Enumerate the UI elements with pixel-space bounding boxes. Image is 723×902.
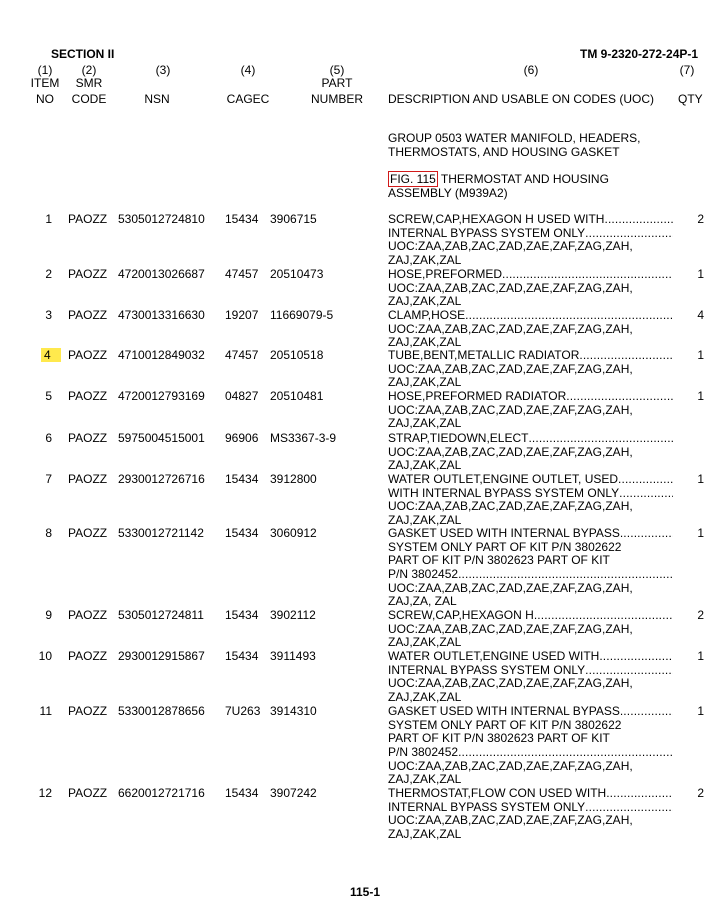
smr-code: PAOZZ	[68, 308, 108, 322]
part-number: 20510518	[270, 348, 324, 362]
page-number: 115-1	[350, 885, 381, 899]
cagec: 19207	[225, 308, 259, 322]
description-text: UOC:ZAA,ZAB,ZAC,ZAD,ZAE,ZAF,ZAG,ZAH,	[388, 622, 633, 636]
description	[388, 349, 673, 390]
part-number: 20510481	[270, 389, 324, 403]
description-line	[388, 705, 673, 719]
leader-dots	[579, 349, 673, 363]
description-line	[388, 582, 673, 596]
col7-label: QTY	[678, 92, 703, 106]
description-text: SYSTEM ONLY PART OF KIT P/N 3802622	[388, 540, 622, 554]
description	[388, 527, 673, 609]
part-number: 3911493	[270, 649, 316, 663]
cagec: 96906	[225, 431, 259, 445]
description-text: STRAP,TIEDOWN,ELECT	[388, 432, 529, 445]
part-number: 3902112	[270, 608, 316, 622]
quantity: 1	[697, 348, 704, 362]
description	[388, 609, 673, 650]
quantity: 1	[697, 649, 704, 663]
col6-number: (6)	[523, 63, 539, 77]
description-text: UOC:ZAA,ZAB,ZAC,ZAD,ZAE,ZAF,ZAG,ZAH,	[388, 322, 633, 336]
description-text: P/N 3802452	[388, 746, 459, 760]
description-line	[388, 404, 673, 418]
col4-number: (4)	[240, 63, 256, 77]
nsn: 6620012721716	[118, 786, 205, 800]
leader-dots	[458, 568, 673, 582]
leader-dots	[566, 390, 673, 404]
description-line	[388, 417, 673, 431]
description-line	[388, 514, 673, 528]
description-text: SCREW,CAP,HEXAGON H	[388, 609, 534, 622]
cagec: 15434	[225, 212, 259, 226]
cagec: 15434	[225, 526, 259, 540]
description-line	[388, 623, 673, 637]
description	[388, 473, 673, 528]
leader-dots	[585, 664, 673, 678]
nsn: 5305012724810	[118, 212, 205, 226]
description-text: GASKET USED WITH INTERNAL BYPASS	[388, 527, 620, 540]
figure-title: THERMOSTAT AND HOUSING	[437, 172, 609, 186]
description-line	[388, 787, 673, 801]
description-text: UOC:ZAA,ZAB,ZAC,ZAD,ZAE,ZAF,ZAG,ZAH,	[388, 240, 633, 254]
description	[388, 650, 673, 705]
description-line	[388, 677, 673, 691]
col5-number: (5)	[329, 63, 345, 77]
leader-dots	[458, 746, 673, 760]
description-text: PART OF KIT P/N 3802623 PART OF KIT	[388, 554, 610, 568]
description-text: UOC:ZAA,ZAB,ZAC,ZAD,ZAE,ZAF,ZAG,ZAH,	[388, 581, 633, 595]
description-line	[388, 473, 673, 487]
col5-label: PART	[321, 76, 353, 90]
description-text: WITH INTERNAL BYPASS SYSTEM ONLY	[388, 486, 620, 500]
smr-code: PAOZZ	[68, 348, 108, 362]
description-line	[388, 746, 673, 760]
group-title-line1: GROUP 0503 WATER MANIFOLD, HEADERS,	[388, 131, 641, 145]
description-line	[388, 801, 673, 815]
description-line	[388, 376, 673, 390]
description	[388, 787, 673, 842]
description-text: UOC:ZAA,ZAB,ZAC,ZAD,ZAE,ZAF,ZAG,ZAH,	[388, 403, 633, 417]
leader-dots	[465, 309, 673, 323]
nsn: 5330012878656	[118, 704, 205, 718]
description-text: ZAJ,ZAK,ZAL	[388, 773, 462, 787]
part-number: 3912800	[270, 472, 317, 486]
description-line	[388, 760, 673, 774]
quantity: 1	[697, 389, 704, 403]
smr-code: PAOZZ	[68, 212, 108, 226]
description-text: UOC:ZAA,ZAB,ZAC,ZAD,ZAE,ZAF,ZAG,ZAH,	[388, 759, 633, 773]
description	[388, 432, 673, 473]
leader-dots	[528, 432, 673, 446]
cagec: 15434	[225, 649, 259, 663]
part-number: 3914310	[270, 704, 317, 718]
description-line	[388, 609, 673, 623]
description-line	[388, 336, 673, 350]
description-text: ZAJ,ZAK,ZAL	[388, 417, 462, 431]
description-line	[388, 664, 673, 678]
col1-label: ITEM	[30, 76, 60, 90]
description-text: UOC:ZAA,ZAB,ZAC,ZAD,ZAE,ZAF,ZAG,ZAH,	[388, 281, 633, 295]
leader-dots	[619, 487, 673, 501]
leader-dots	[620, 527, 673, 541]
col1-number: (1)	[37, 63, 53, 77]
nsn: 2930012915867	[118, 649, 205, 663]
description-line	[388, 227, 673, 241]
nsn: 4720013026687	[118, 267, 205, 281]
part-number: 3907242	[270, 786, 317, 800]
description-line	[388, 390, 673, 404]
part-number: 11669079-5	[270, 308, 334, 322]
description-line	[388, 295, 673, 309]
group-title-line2: THERMOSTATS, AND HOUSING GASKET	[388, 145, 620, 159]
cagec: 15434	[225, 786, 259, 800]
nsn: 5975004515001	[118, 431, 205, 445]
description-text: INTERNAL BYPASS SYSTEM ONLY	[388, 800, 586, 814]
nsn: 4710012849032	[118, 348, 205, 362]
smr-code: PAOZZ	[68, 526, 108, 540]
description-text: ZAJ,ZAK,ZAL	[388, 336, 462, 350]
nsn: 2930012726716	[118, 472, 205, 486]
description-line	[388, 719, 673, 733]
description-line	[388, 636, 673, 650]
smr-code: PAOZZ	[68, 389, 108, 403]
description-text: PART OF KIT P/N 3802623 PART OF KIT	[388, 732, 610, 746]
figure-link[interactable]: FIG. 115	[390, 172, 436, 186]
cagec: 7U263	[225, 704, 261, 718]
description-text: ZAJ,ZA, ZAL	[388, 595, 457, 609]
description-text: UOC:ZAA,ZAB,ZAC,ZAD,ZAE,ZAF,ZAG,ZAH,	[388, 445, 633, 459]
description-line	[388, 240, 673, 254]
nsn: 4720012793169	[118, 389, 205, 403]
description-text: HOSE,PREFORMED	[388, 268, 503, 281]
leader-dots	[585, 227, 673, 241]
description-text: WATER OUTLET,ENGINE OUTLET, USED	[388, 473, 619, 486]
description	[388, 705, 673, 787]
leader-dots	[604, 213, 673, 227]
description-line	[388, 650, 673, 664]
description-text: ZAJ,ZAK,ZAL	[388, 376, 462, 390]
col1-label2: NO	[36, 92, 54, 106]
cagec: 04827	[225, 389, 259, 403]
description-line	[388, 487, 673, 501]
description-line	[388, 541, 673, 555]
item-number: 7	[45, 472, 52, 486]
quantity: 2	[697, 212, 704, 226]
part-number: MS3367-3-9	[270, 431, 337, 445]
part-number: 20510473	[270, 267, 324, 281]
smr-code: PAOZZ	[68, 431, 108, 445]
item-number: 2	[45, 267, 52, 281]
quantity: 1	[697, 704, 704, 718]
description-text: ZAJ,ZAK,ZAL	[388, 295, 462, 309]
description-text: ZAJ,ZAK,ZAL	[388, 254, 462, 268]
description	[388, 390, 673, 431]
description-text: UOC:ZAA,ZAB,ZAC,ZAD,ZAE,ZAF,ZAG,ZAH,	[388, 677, 633, 691]
description-line	[388, 282, 673, 296]
description	[388, 309, 673, 350]
smr-code: PAOZZ	[68, 267, 108, 281]
col5-label2: NUMBER	[310, 92, 363, 106]
col2-label: SMR	[75, 76, 103, 90]
description-text: ZAJ,ZAK,ZAL	[388, 828, 462, 842]
description-line	[388, 814, 673, 828]
tm-number: TM 9-2320-272-24P-1	[580, 47, 699, 61]
item-number-highlight: 4	[41, 348, 61, 362]
description-text: SYSTEM ONLY PART OF KIT P/N 3802622	[388, 718, 622, 732]
description-text: TUBE,BENT,METALLIC RADIATOR	[388, 349, 580, 362]
figure-caption	[388, 172, 609, 200]
description-line	[388, 213, 673, 227]
smr-code: PAOZZ	[68, 786, 108, 800]
smr-code: PAOZZ	[68, 608, 108, 622]
leader-dots	[620, 705, 673, 719]
description-text: CLAMP,HOSE	[388, 309, 466, 322]
smr-code: PAOZZ	[68, 704, 108, 718]
cagec: 47457	[225, 267, 259, 281]
leader-dots	[502, 268, 673, 282]
description-text: ZAJ,ZAK,ZAL	[388, 636, 462, 650]
description-line	[388, 691, 673, 705]
description-text: INTERNAL BYPASS SYSTEM ONLY	[388, 663, 586, 677]
description-text: WATER OUTLET,ENGINE USED WITH	[388, 650, 600, 663]
quantity: 1	[697, 472, 704, 486]
item-number: 8	[45, 526, 52, 540]
item-number: 3	[45, 308, 52, 322]
description-text: SCREW,CAP,HEXAGON H USED WITH	[388, 213, 605, 226]
quantity: 2	[697, 608, 704, 622]
item-number: 1	[45, 212, 52, 226]
description-text: UOC:ZAA,ZAB,ZAC,ZAD,ZAE,ZAF,ZAG,ZAH,	[388, 362, 633, 376]
col6-label: DESCRIPTION AND USABLE ON CODES (UOC)	[388, 92, 655, 106]
leader-dots	[599, 650, 673, 664]
col3-label: NSN	[144, 92, 170, 106]
item-number	[41, 349, 61, 363]
description-text: P/N 3802452	[388, 568, 459, 582]
part-number: 3060912	[270, 526, 317, 540]
description-line	[388, 732, 673, 746]
description-line	[388, 363, 673, 377]
smr-code: PAOZZ	[68, 472, 108, 486]
col7-number: (7)	[679, 63, 695, 77]
description-line	[388, 828, 673, 842]
description-line	[388, 500, 673, 514]
description-text: HOSE,PREFORMED RADIATOR	[388, 390, 567, 403]
nsn: 5330012721142	[118, 526, 204, 540]
figure-title-line2: ASSEMBLY (M939A2)	[388, 186, 508, 200]
quantity: 1	[697, 526, 704, 540]
description-text: GASKET USED WITH INTERNAL BYPASS	[388, 705, 620, 718]
description	[388, 268, 673, 309]
col2-number: (2)	[81, 63, 97, 77]
description	[388, 213, 673, 268]
nsn: 4730013316630	[118, 308, 205, 322]
description-text: INTERNAL BYPASS SYSTEM ONLY	[388, 226, 586, 240]
description-text: UOC:ZAA,ZAB,ZAC,ZAD,ZAE,ZAF,ZAG,ZAH,	[388, 814, 633, 828]
item-number: 5	[45, 389, 52, 403]
col2-label2: CODE	[71, 92, 107, 106]
description-line	[388, 323, 673, 337]
item-number: 11	[39, 704, 52, 718]
item-number: 6	[45, 431, 52, 445]
description-text: THERMOSTAT,FLOW CON USED WITH	[388, 787, 607, 800]
item-number: 12	[38, 786, 52, 800]
smr-code: PAOZZ	[68, 649, 108, 663]
part-number: 3906715	[270, 212, 317, 226]
col3-number: (3)	[155, 63, 171, 77]
description-line	[388, 554, 673, 568]
description-line	[388, 773, 673, 787]
description-line	[388, 309, 673, 323]
col4-label: CAGEC	[226, 92, 270, 106]
cagec: 15434	[225, 608, 259, 622]
description-text: UOC:ZAA,ZAB,ZAC,ZAD,ZAE,ZAF,ZAG,ZAH,	[388, 500, 633, 514]
section-title: SECTION II	[51, 47, 115, 61]
description-text: ZAJ,ZAK,ZAL	[388, 459, 462, 473]
cagec: 47457	[225, 348, 259, 362]
leader-dots	[585, 801, 673, 815]
description-text: ZAJ,ZAK,ZAL	[388, 514, 462, 528]
quantity: 2	[697, 786, 704, 800]
description-line	[388, 432, 673, 446]
leader-dots	[606, 787, 673, 801]
quantity: 1	[697, 267, 704, 281]
description-line	[388, 568, 673, 582]
description-line	[388, 446, 673, 460]
description-line	[388, 268, 673, 282]
description-line	[388, 349, 673, 363]
description-text: ZAJ,ZAK,ZAL	[388, 691, 462, 705]
description-line	[388, 595, 673, 609]
cagec: 15434	[225, 472, 259, 486]
item-number: 9	[45, 608, 52, 622]
nsn: 5305012724811	[118, 608, 204, 622]
group-title	[388, 131, 641, 159]
leader-dots	[534, 609, 673, 623]
item-number: 10	[38, 649, 52, 663]
description-line	[388, 459, 673, 473]
leader-dots	[618, 473, 673, 487]
quantity: 4	[697, 308, 704, 322]
description-line	[388, 527, 673, 541]
description-line	[388, 254, 673, 268]
